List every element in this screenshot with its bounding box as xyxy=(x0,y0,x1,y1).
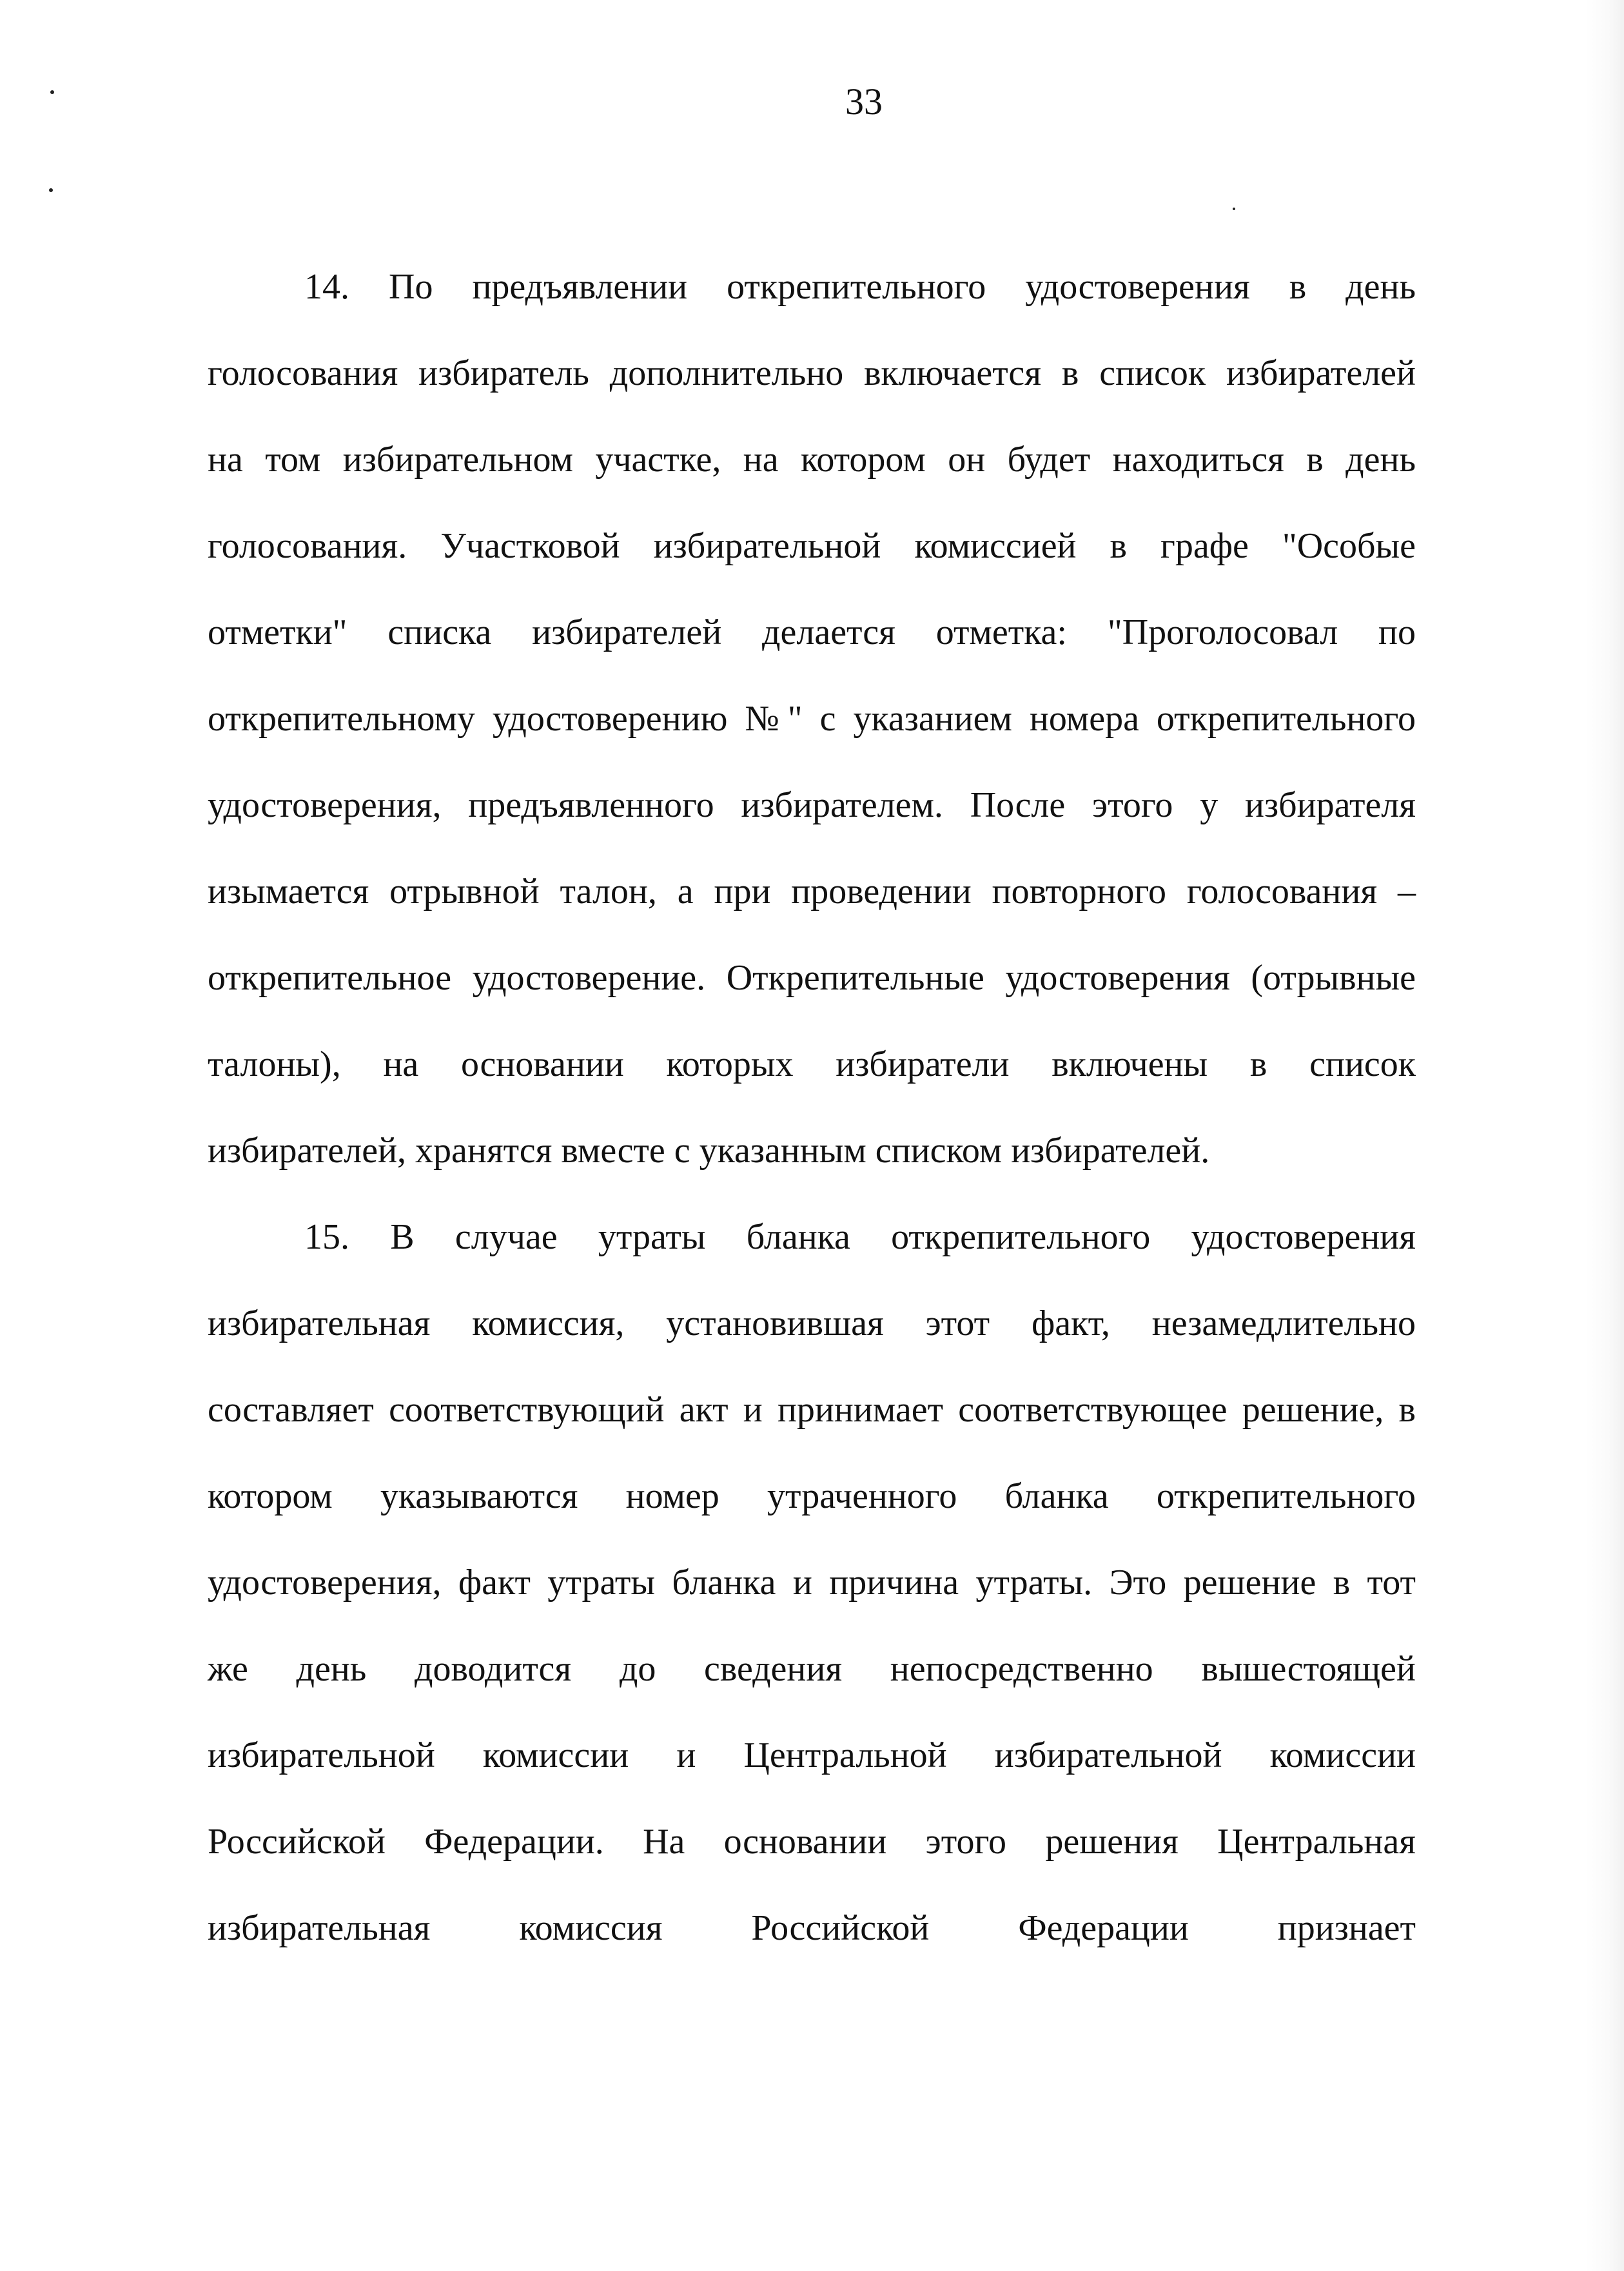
text-line: на том избирательном участке, на котором он будет находиться в день xyxy=(208,440,1416,480)
text-line: удостоверения, предъявленного избирателем. После этого у избирателя xyxy=(208,785,1416,825)
text-line: изымается отрывной талон, а при проведении повторного голосования – xyxy=(208,872,1416,911)
text-line: голосования избиратель дополнительно включается в список избирателей xyxy=(208,353,1416,393)
text-line: талоны), на основании которых избиратели включены в список xyxy=(208,1044,1416,1084)
text-line: открепительному удостоверению №" с указанием номера открепительного xyxy=(208,699,1416,739)
text-line: избирательной комиссии и Центральной избирательной комиссии xyxy=(208,1735,1416,1775)
text-line: котором указываются номер утраченного бланка открепительного xyxy=(208,1476,1416,1516)
text-line: избирателей, хранятся вместе с указанным списком избирателей. xyxy=(208,1131,1210,1171)
text-line: 15. В случае утраты бланка открепительного удостоверения xyxy=(304,1217,1416,1257)
text-line: голосования. Участковой избирательной комиссией в графе "Особые xyxy=(208,526,1416,566)
text-line: Российской Федерации. На основании этого решения Центральная xyxy=(208,1822,1416,1862)
page-number: 33 xyxy=(845,81,883,122)
text-line: 14. По предъявлении открепительного удостоверения в день xyxy=(304,267,1416,307)
text-line: удостоверения, факт утраты бланка и причина утраты. Это решение в тот xyxy=(208,1563,1416,1603)
text-line: избирательная комиссия, установившая этот факт, незамедлительно xyxy=(208,1303,1416,1343)
text-line: составляет соответствующий акт и принимает соответствующее решение, в xyxy=(208,1390,1416,1430)
text-line: избирательная комиссия Российской Федерации признает xyxy=(208,1908,1416,1948)
text-line: отметки" списка избирателей делается отметка: "Проголосовал по xyxy=(208,612,1416,652)
scan-speck xyxy=(49,188,53,192)
scan-edge-shadow xyxy=(1585,0,1624,2271)
paragraph-14 xyxy=(208,244,1416,1194)
text-line: же день доводится до сведения непосредственно вышестоящей xyxy=(208,1649,1416,1689)
scan-speck xyxy=(1233,208,1235,210)
paragraph-15 xyxy=(208,1194,1416,1971)
document-body xyxy=(208,244,1416,1971)
text-line: открепительное удостоверение. Открепительные удостоверения (отрывные xyxy=(208,958,1416,998)
